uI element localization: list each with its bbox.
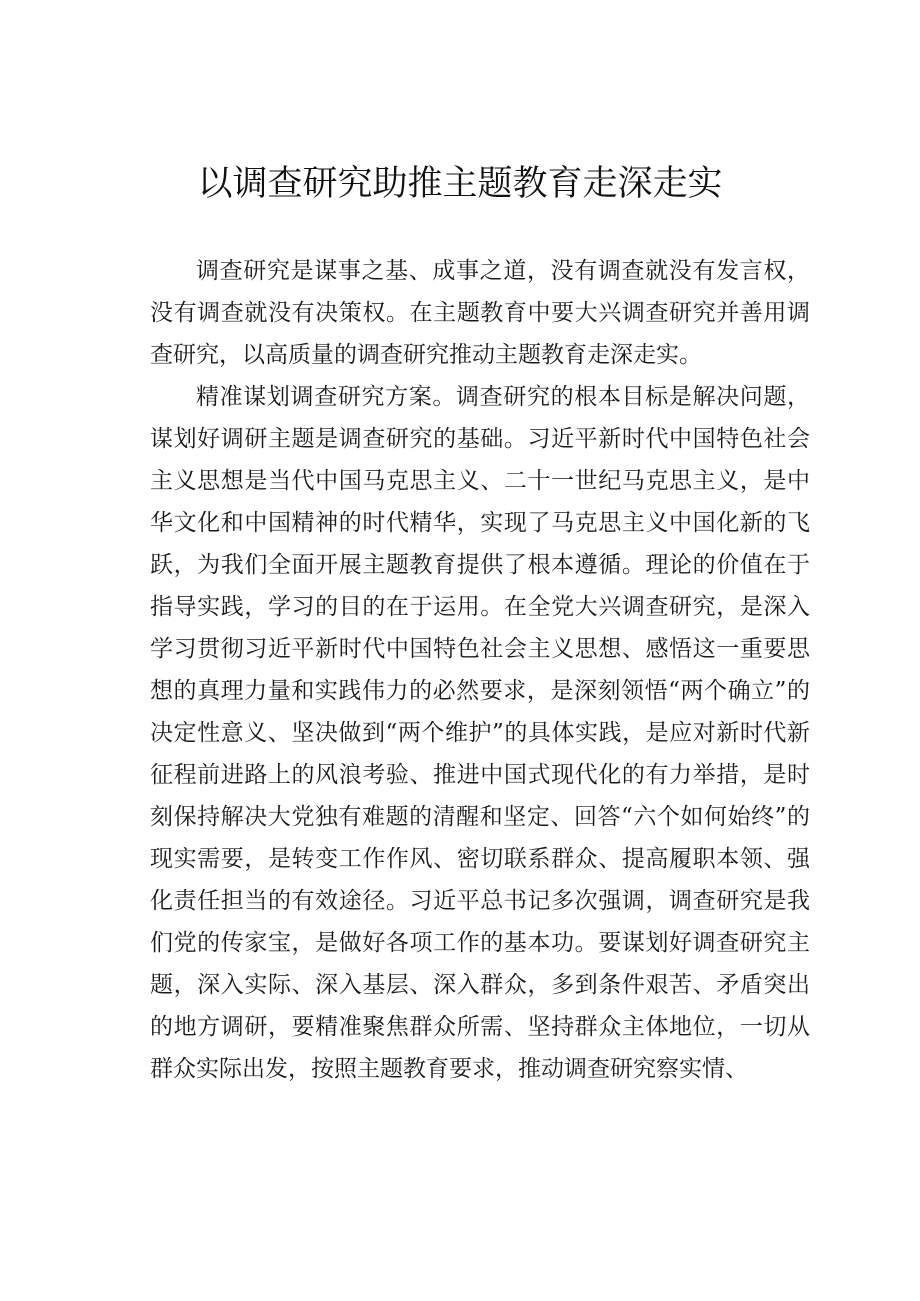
paragraph-intro: 调查研究是谋事之基、成事之道，没有调查就没有发言权，没有调查就没有决策权。在主题教育中要大兴调查研究并善用调查研究，以高质量的调查研究推动主题教育走深走实。	[150, 258, 810, 368]
document-body	[150, 250, 810, 1090]
paragraph-planning: 精准谋划调查研究方案。调查研究的根本目标是解决问题，谋划好调研主题是调查研究的基础。习近平新时代中国特色社会主义思想是当代中国马克思主义、二十一世纪马克思主义，是中华文化和中国精神的时代精华，实现了马克思主义中国化新的飞跃，为我们全面开展主题教育提供了根本遵循。理论的价值在于指导实践，学习的目的在于运用。在全党大兴调查研究，是深入学习贯彻习近平新时代中国特色社会主义思想、感悟这一重要思想的真理力量和实践伟力的必然要求，是深刻领悟“两个确立”的决定性意义、坚决做到“两个维护”的具体实践，是应对新时代新征程前进路上的风浪考验、推进中国式现代化的有力举措，是时刻保持解决大党独有难题的清醒和坚定、回答“六个如何始终”的现实需要，是转变工作作风、密切联系群众、提高履职本领、强化责任担当的有效途径。习近平总书记多次强调，调查研究是我们党的传家宝，是做好各项工作的基本功。要谋划好调查研究主题，深入实际、深入基层、深入群众，多到条件艰苦、矛盾突出的地方调研，要精准聚焦群众所需、坚持群众主体地位，一切从群众实际出发，按照主题教育要求，推动调查研究察实情、	[150, 384, 810, 1082]
document-title: 以调查研究助推主题教育走深走实	[197, 164, 723, 204]
